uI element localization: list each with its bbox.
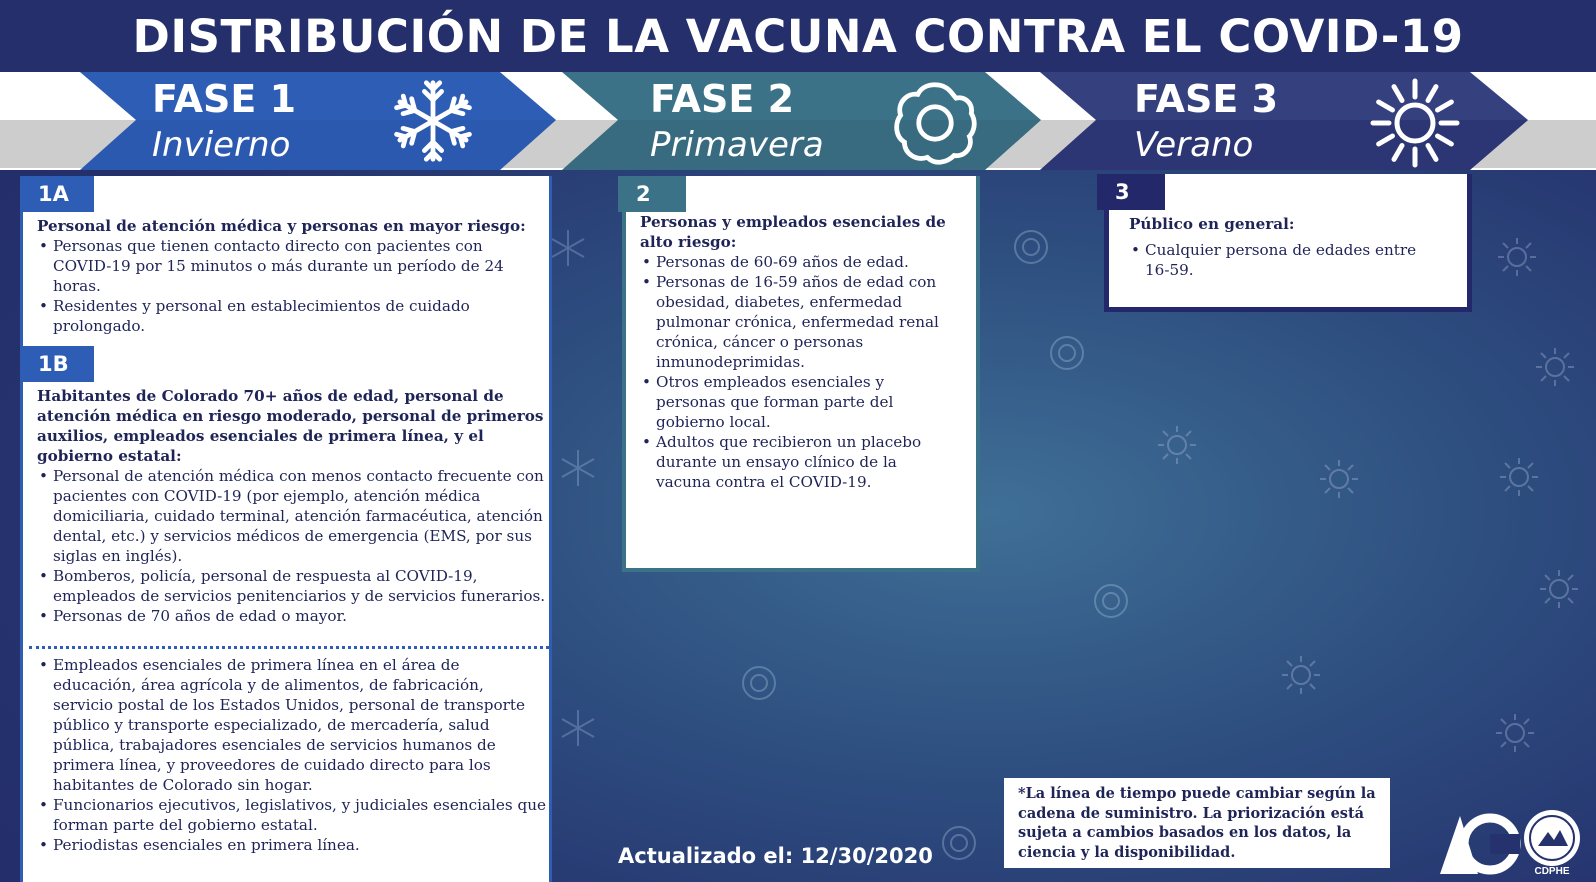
sun-icon	[1370, 78, 1460, 168]
group-tag-3: 3	[1097, 174, 1165, 210]
group-1b-continued	[37, 655, 547, 855]
list-item: • Personas de 70 años de edad o mayor.	[37, 606, 547, 626]
list-item: • Empleados esenciales de primera línea en el área de educación, área agrícola y de alimentos, de fabricación, servicio postal de los Estados Unidos, personal de transporte público y transporte especializado, de mercadería, salud pública, trabajadores esenciales de servicios humanos de primera línea, y proveedores de cuidado directo para los habitantes de Colorado sin hogar.	[37, 655, 547, 795]
phase-2-title	[650, 76, 824, 168]
background-flower-icon	[1010, 226, 1052, 268]
background-sun-icon	[1156, 424, 1198, 466]
background-snowflake-icon	[558, 708, 598, 748]
cdphe-logo-icon	[1524, 810, 1580, 866]
phase-3-number: FASE 3	[1134, 77, 1279, 121]
background-sun-icon	[1498, 456, 1540, 498]
group-tag-1b: 1B	[20, 346, 94, 382]
dotted-divider	[29, 646, 549, 649]
group-1b	[37, 386, 547, 626]
list-item: • Bomberos, policía, personal de respuesta al COVID-19, empleados de servicios penitenciarios y de servicios funerarios.	[37, 566, 547, 606]
flower-icon	[892, 80, 978, 166]
phase-2-season: Primavera	[650, 125, 824, 165]
phase-1-season: Invierno	[152, 125, 291, 165]
list-item: • Personas que tienen contacto directo con pacientes con COVID-19 por 15 minutos o más durante un período de 24 horas.	[37, 236, 537, 296]
colorado-logo-icon	[1440, 816, 1520, 874]
background-snowflake-icon	[548, 228, 588, 268]
background-sun-icon	[1496, 236, 1538, 278]
list-item: • Funcionarios ejecutivos, legislativos, y judiciales esenciales que forman parte del gobierno estatal.	[37, 795, 547, 835]
updated-date: Actualizado el: 12/30/2020	[618, 844, 933, 868]
background-sun-icon	[1534, 346, 1576, 388]
footnote: *La línea de tiempo puede cambiar según la cadena de suministro. La priorización está sujeta a cambios basados en los datos, la ciencia y la disponibilidad.	[1004, 778, 1390, 868]
group-1a-list	[37, 236, 537, 336]
group-2	[640, 212, 956, 492]
list-item: • Residentes y personal en establecimientos de cuidado prolongado.	[37, 296, 537, 336]
group-2-list	[640, 252, 956, 492]
group-2-heading: Personas y empleados esenciales de alto riesgo:	[640, 213, 946, 251]
background-sun-icon	[1494, 712, 1536, 754]
background-sun-icon	[1538, 568, 1580, 610]
list-item: • Personal de atención médica con menos contacto frecuente con pacientes con COVID-19 (por ejemplo, atención médica domiciliaria, cuidado terminal, atención farmacéutica, atención dental, etc.) y servicios médicos de emergencia (EMS, por sus siglas en inglés).	[37, 466, 547, 566]
group-1b-list-continued	[37, 655, 547, 855]
group-1a	[37, 216, 537, 336]
header-bar	[0, 0, 1596, 72]
group-tag-2: 2	[618, 176, 686, 212]
phase-1-card	[20, 176, 552, 882]
snowflake-icon	[390, 76, 476, 166]
list-item: • Personas de 60-69 años de edad.	[640, 252, 956, 272]
list-item: • Periodistas esenciales en primera línea.	[37, 835, 547, 855]
background-flower-icon	[1090, 580, 1132, 622]
list-item: • Personas de 16-59 años de edad con obesidad, diabetes, enfermedad pulmonar crónica, enfermedad renal crónica, cáncer o personas inmunodeprimidas.	[640, 272, 956, 372]
background-sun-icon	[1318, 458, 1360, 500]
list-item: • Cualquier persona de edades entre 16-59.	[1129, 240, 1429, 280]
background-flower-icon	[738, 662, 780, 704]
group-3-list	[1129, 240, 1429, 280]
group-3	[1129, 214, 1429, 280]
phase-2-card	[622, 176, 980, 572]
list-item: • Otros empleados esenciales y personas que forman parte del gobierno local.	[640, 372, 956, 432]
background-snowflake-icon	[558, 448, 598, 488]
page-title: DISTRIBUCIÓN DE LA VACUNA CONTRA EL COVID-19	[132, 9, 1464, 63]
list-item: • Adultos que recibieron un placebo durante un ensayo clínico de la vacuna contra el COVID-19.	[640, 432, 956, 492]
background-flower-icon	[1046, 332, 1088, 374]
background-flower-icon	[938, 822, 980, 864]
group-tag-1a: 1A	[20, 176, 94, 212]
group-3-heading: Público en general:	[1129, 215, 1295, 233]
background-sun-icon	[1280, 654, 1322, 696]
phase-1-title	[152, 76, 296, 168]
phase-3-season: Verano	[1134, 125, 1254, 165]
logos	[1438, 808, 1584, 878]
group-1b-heading: Habitantes de Colorado 70+ años de edad, personal de atención médica en riesgo moderado, personal de primeros auxilios, empleados esenciales de primera línea, y el gobierno estatal:	[37, 387, 544, 465]
group-1b-list	[37, 466, 547, 626]
phase-2-number: FASE 2	[650, 77, 795, 121]
phase-3-card	[1104, 174, 1472, 312]
cdphe-label: CDPHE	[1534, 866, 1570, 877]
group-1a-heading: Personal de atención médica y personas en mayor riesgo:	[37, 217, 526, 235]
phase-1-number: FASE 1	[152, 77, 297, 121]
phase-3-title	[1134, 76, 1278, 168]
